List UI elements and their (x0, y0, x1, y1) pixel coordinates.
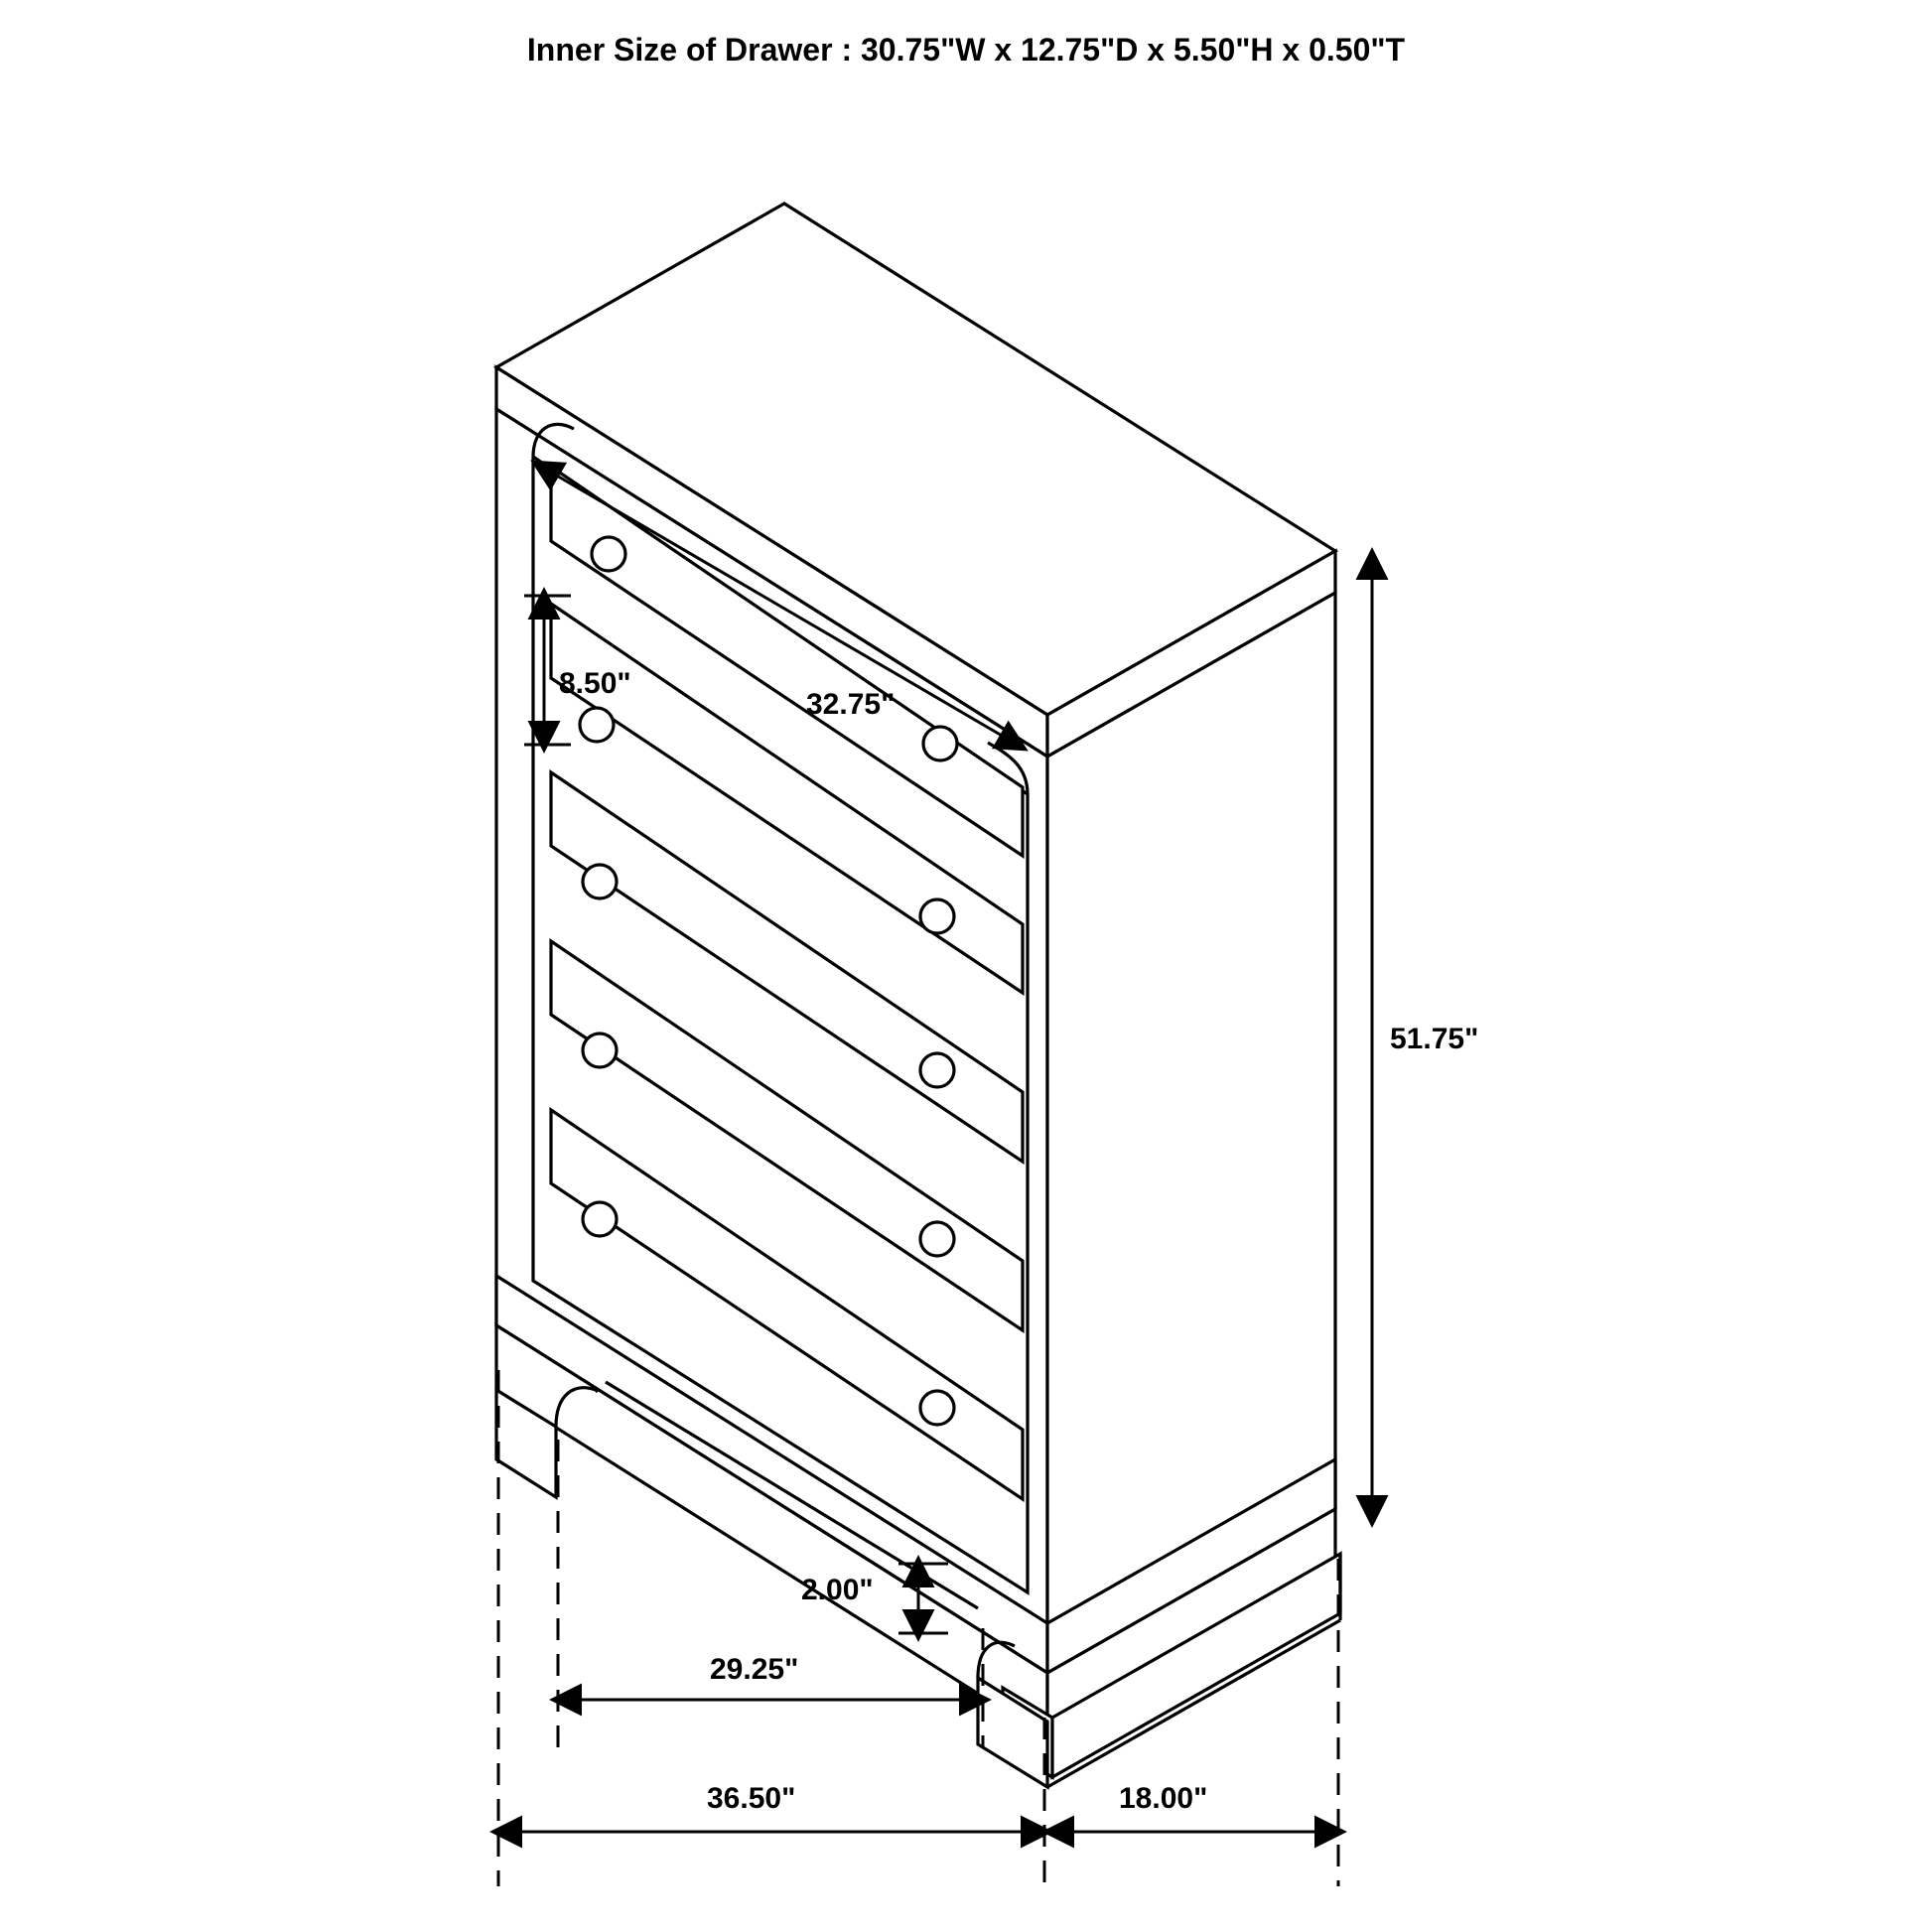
dim-label-overall-depth: 18.00" (1119, 1782, 1208, 1815)
dim-label-overall-width: 36.50" (707, 1782, 796, 1815)
dim-label-base-opening: 29.25" (710, 1653, 799, 1686)
dim-label-base-rail: 2.00" (801, 1574, 874, 1606)
dim-label-overall-height: 51.75" (1390, 1023, 1479, 1055)
page-title: Inner Size of Drawer : 30.75"W x 12.75"D x 5.50"H x 0.50"T (526, 32, 1406, 68)
dim-label-drawer-height: 8.50" (559, 667, 631, 700)
dim-label-drawer-width: 32.75" (806, 688, 896, 721)
